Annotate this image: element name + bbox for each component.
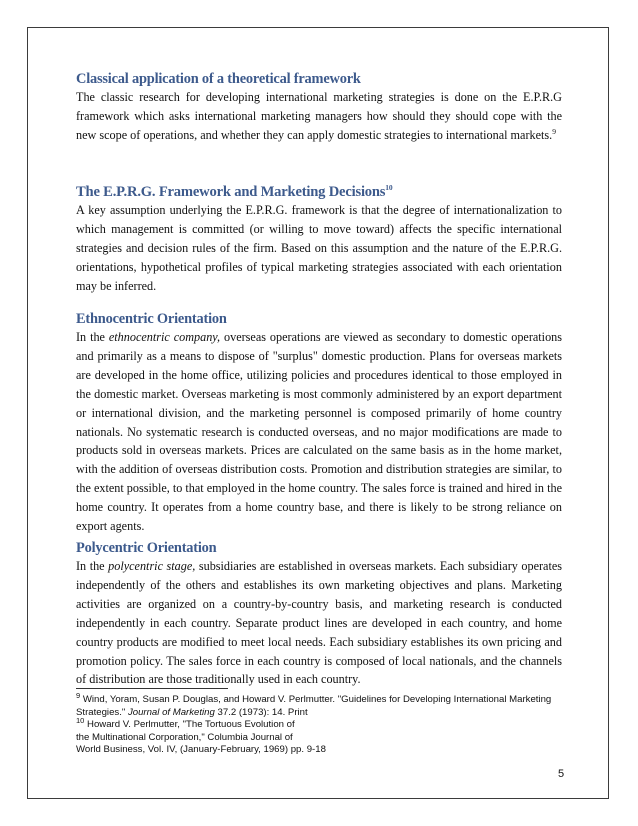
footnote-divider (76, 688, 228, 689)
section-heading: Classical application of a theoretical framework (76, 71, 361, 87)
footnote-10-line-1 (76, 716, 576, 732)
footnote-text: Howard V. Perlmutter, "The Tortuous Evolution of (84, 719, 295, 731)
section-ethnocentric (76, 310, 562, 536)
footnote-journal: Journal of Marketing (127, 706, 215, 718)
footnote-text: Wind, Yoram, Susan P. Douglas, and Howard V. Perlmutter. "Guidelines for Developing International Marketing (80, 694, 552, 705)
section-heading: Polycentric Orientation (76, 540, 217, 556)
paragraph-rest: overseas operations are viewed as secondary to domestic operations and primarily as a means to dispose of "surplus" domestic production. Plans for overseas markets are developed in the home office, utilizing policies and procedures identical to those employed in the domestic market. Overseas marketing is most commonly administered by an export department or international division, and the marketing personnel is composed primarily of home country nationals. No systematic research is conducted overseas, and no major modifications are made to products sold in overseas markets. Prices are calculated on the same basis as in the home market, with the addition of overseas distribution costs. Promotion and distribution strategies are similar, to the extent possible, to that employed in the home country. The sales force is trained and hired in the home country. It operates from a home country base, and there is likely to be strong reliance on export agents. (76, 330, 562, 534)
paragraph-emphasis: polycentric stage, (108, 559, 196, 573)
footnote-9-line-1 (76, 690, 576, 707)
section-eprg-framework (76, 183, 562, 296)
paragraph-emphasis: ethnocentric company, (108, 330, 221, 344)
footnote-9-line-2 (76, 707, 576, 720)
paragraph-rest: subsidiaries are established in overseas markets. Each subsidiary operates independently of the others and establishes its own marketing objectives and plans. Marketing activities are organized on a country-by-country basis, and marketing research is conducted independently in each country. Separate product lines are developed in each country, and home country products are modified to meet local needs. Each subsidiary establishes its own pricing and promotion policy. The sales force in each country is composed of local nationals, and the channels of distribution are those traditionally used in each country. (76, 559, 562, 687)
paragraph-lead: In the (76, 330, 109, 344)
footnote-ref[interactable]: 9 (552, 126, 556, 136)
section-heading: Ethnocentric Orientation (76, 311, 227, 327)
footnote-text: 37.2 (1973): 14. Print (214, 706, 308, 718)
section-polycentric (76, 539, 562, 689)
section-paragraph (76, 557, 562, 689)
section-paragraph (76, 328, 562, 536)
page-number: 5 (558, 768, 565, 780)
section-paragraph: A key assumption underlying the E.P.R.G. framework is that the degree of internationalization to which management is committed (or willing to move toward) affects the specific international strategies and decision rules of the firm. Based on this assumption and the nature of the E.P.R.G. orientations, hypothetical profiles of typical marketing strategies associated with each orientation may be inferred. (76, 203, 562, 293)
footnotes (76, 690, 576, 757)
footnote-number: 10 (76, 716, 85, 725)
paragraph-text: The classic research for developing international marketing strategies is done on the E.P.R.G framework which asks international marketing managers how should they should cope with the new scope of operations, and whether they can apply domestic strategies to international markets. (76, 90, 562, 142)
section-classical-application (76, 70, 562, 145)
heading-text: The E.P.R.G. Framework and Marketing Decisions (76, 184, 386, 200)
section-paragraph (76, 88, 562, 145)
footnote-number: 9 (76, 690, 81, 700)
section-heading (76, 183, 562, 201)
footnote-10-line-3: World Business, Vol. IV, (January-February, 1969) pp. 9-18 (76, 744, 326, 756)
footnote-10-line-2: the Multinational Corporation," Columbia Journal of (76, 731, 293, 743)
paragraph-lead: In the (76, 559, 109, 573)
footnote-text: Strategies." (76, 706, 128, 718)
footnote-ref[interactable]: 10 (385, 183, 393, 193)
